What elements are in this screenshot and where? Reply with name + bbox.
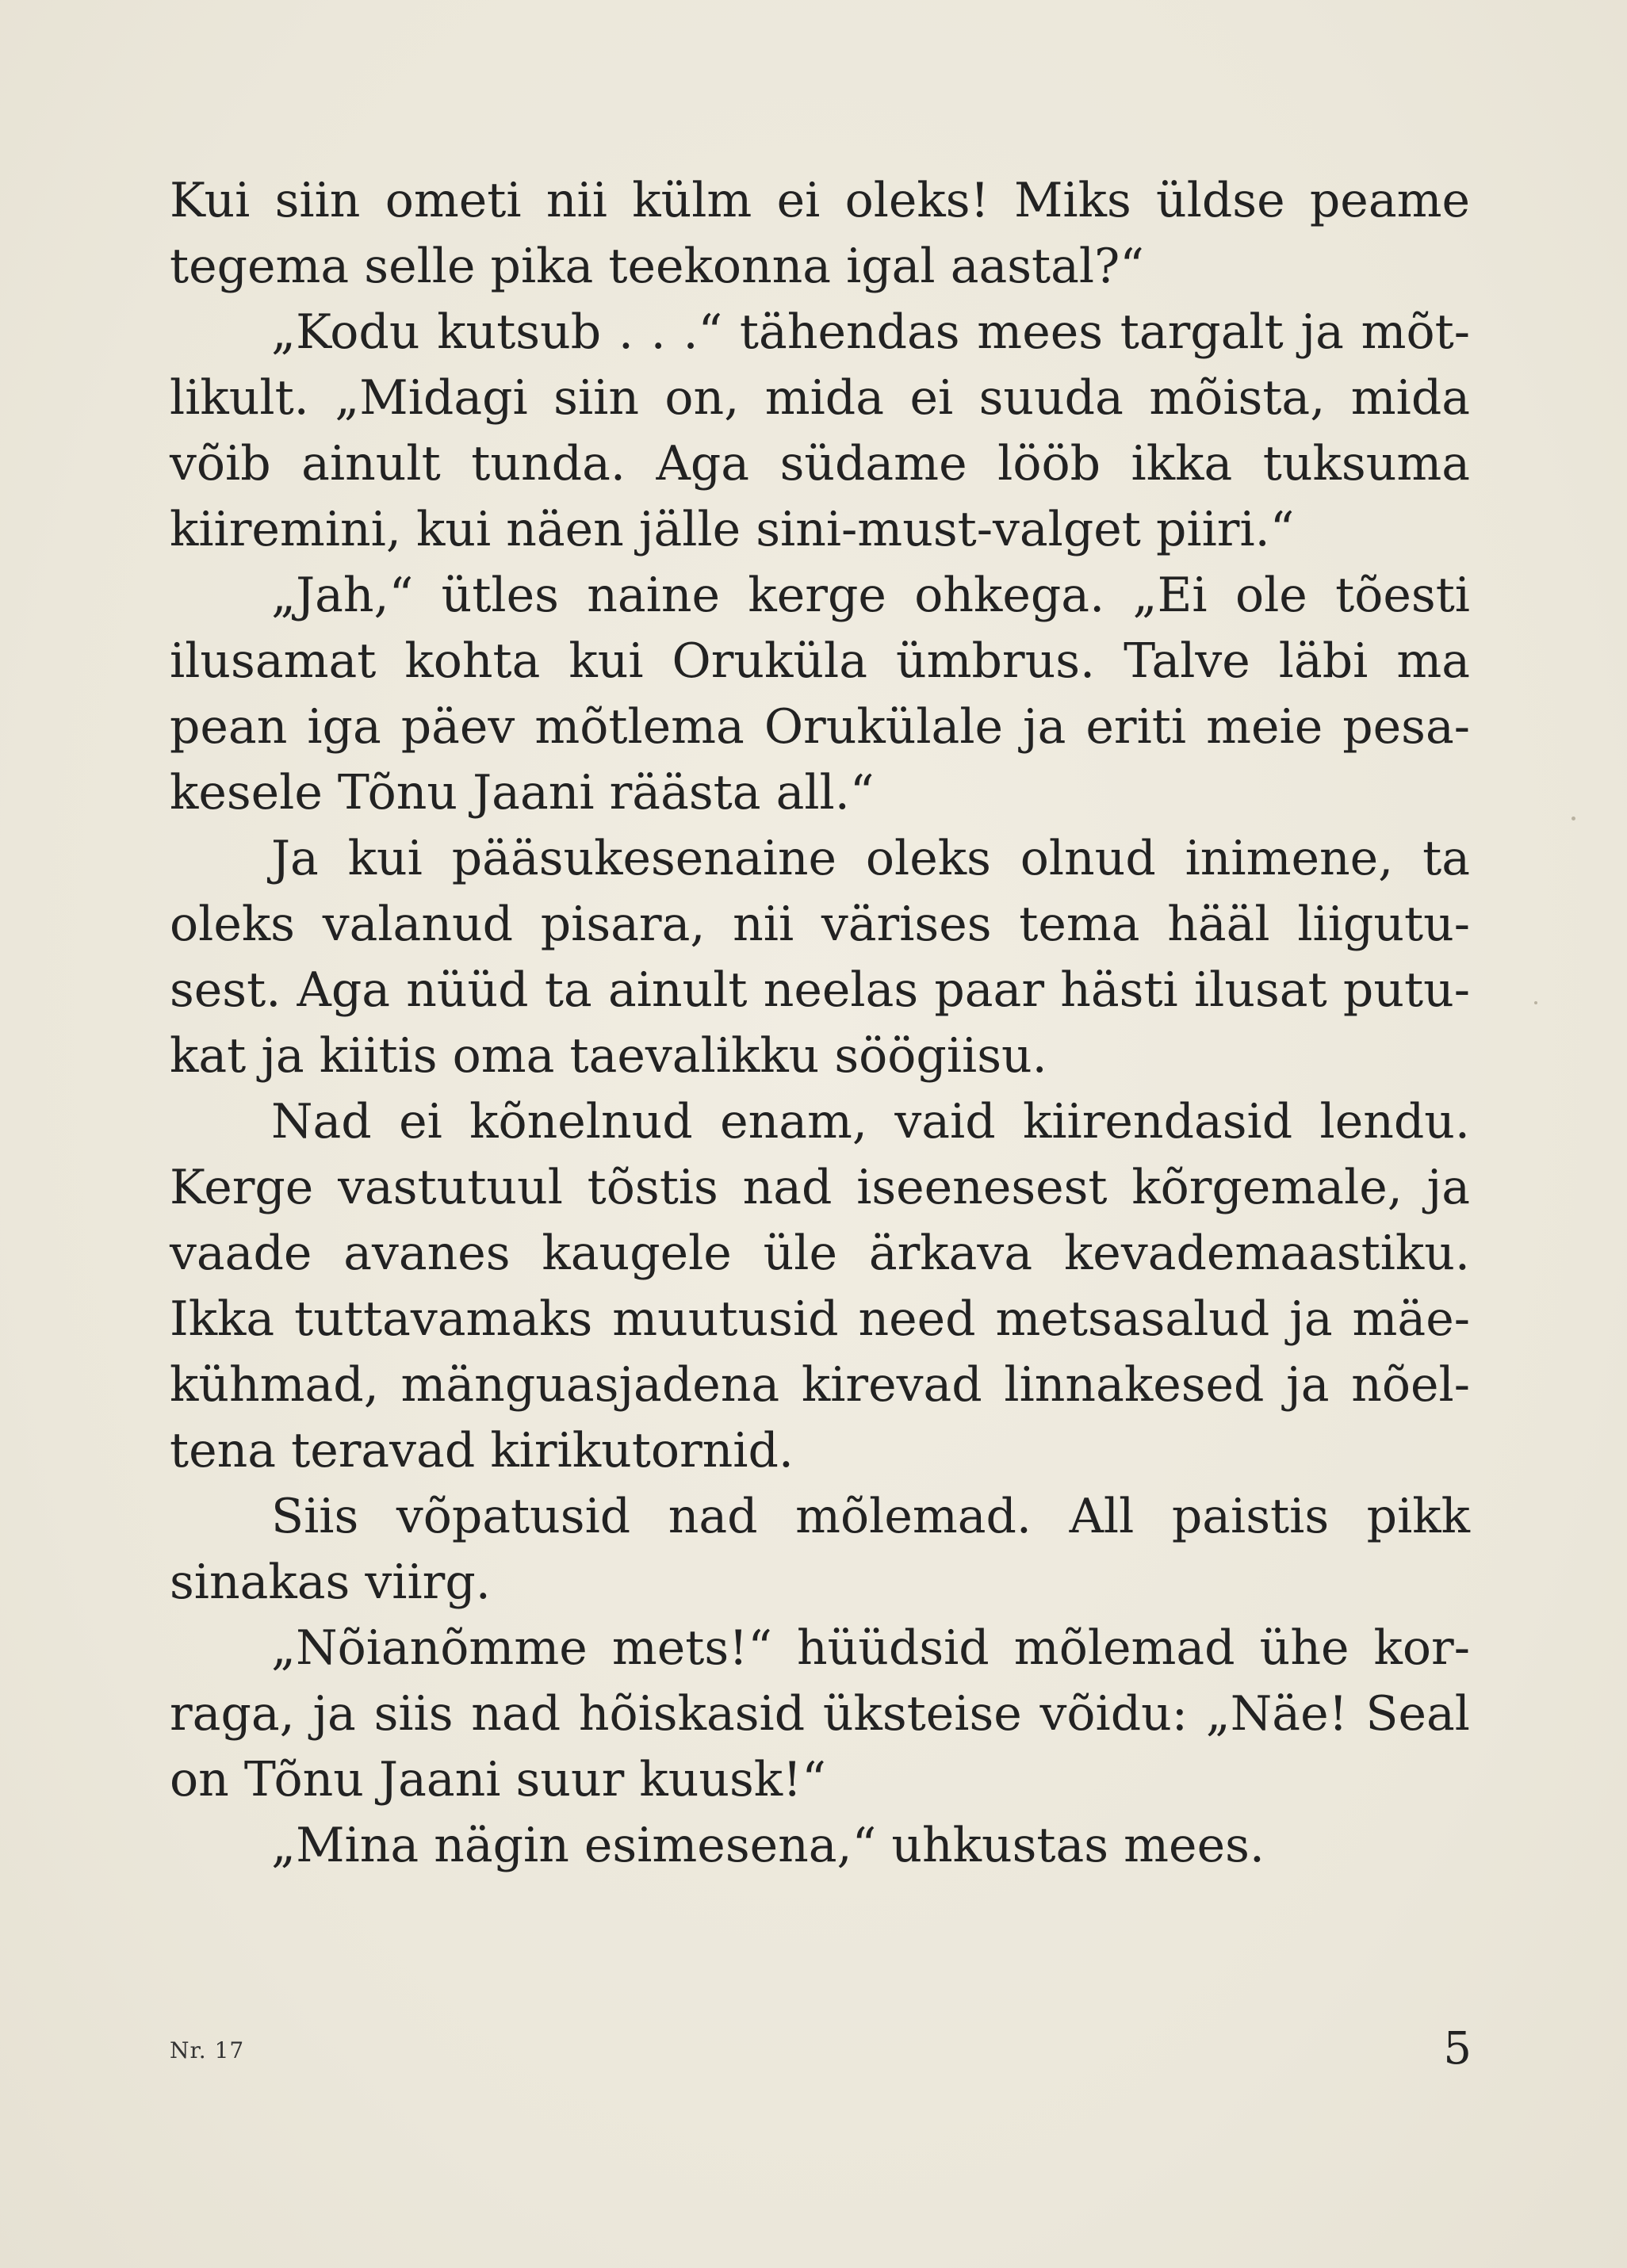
paragraph [170,563,1470,826]
text-line: ilusamat kohta kui Oruküla ümbrus. Talve läbi ma [170,633,1470,689]
text-line: Nad ei kõnelnud enam, vaid kiirendasid lendu. [271,1094,1470,1149]
text-line: Kui siin ometi nii külm ei oleks! Miks üldse peame [170,173,1470,228]
printer-signature: Nr. 17 [170,2037,245,2063]
paper-speck [1571,817,1575,820]
text-line: raga, ja siis nad hõiskasid üksteise võidu: „Näe! Seal [170,1686,1470,1742]
text-line: Ja kui pääsukesenaine oleks olnud inimene, ta [271,831,1470,886]
text-body [170,168,1470,1879]
text-line: kühmad, mänguasjadena kirevad linnakesed ja nõel- [170,1357,1470,1413]
text-line: Ikka tuttavamaks muutusid need metsasalud ja mäe- [170,1291,1470,1347]
page-number: 5 [1443,2023,1472,2075]
paragraph [170,826,1470,1089]
text-line: „Jah,“ ütles naine kerge ohkega. „Ei ole tõesti [271,568,1470,623]
text-line: Siis võpatusid nad mõlemad. All paistis pikk [271,1489,1470,1544]
text-line: sinakas viirg. [170,1555,491,1610]
text-line: tena teravad kirikutornid. [170,1423,794,1478]
text-line: on Tõnu Jaani suur kuusk!“ [170,1752,826,1807]
text-line: „Kodu kutsub . . .“ tähendas mees targalt ja mõt- [271,304,1470,360]
paragraph [170,168,1470,300]
paragraph [170,1089,1470,1484]
text-line: oleks valanud pisara, nii värises tema hääl liigutu- [170,897,1470,952]
paragraph [170,1484,1470,1616]
text-line: kiiremini, kui näen jälle sini-must-valget piiri.“ [170,502,1295,557]
text-line: sest. Aga nüüd ta ainult neelas paar hästi ilusat putu- [170,962,1470,1018]
text-line: kesele Tõnu Jaani räästa all.“ [170,765,875,820]
text-line: vaade avanes kaugele üle ärkava kevademaastiku. [170,1226,1470,1281]
text-line: võib ainult tunda. Aga südame lööb ikka tuksuma [170,436,1470,491]
text-line: likult. „Midagi siin on, mida ei suuda mõista, mida [170,370,1470,426]
paper-speck [1534,1001,1537,1004]
text-line: kat ja kiitis oma taevalikku söögiisu. [170,1028,1047,1084]
paragraph [170,1813,1470,1879]
text-line: „Mina nägin esimesena,“ uhkustas mees. [271,1818,1265,1873]
text-line: pean iga päev mõtlema Orukülale ja eriti meie pesa- [170,699,1470,755]
text-line: Kerge vastutuul tõstis nad iseenesest kõrgemale, ja [170,1160,1470,1215]
text-line: tegema selle pika teekonna igal aastal?“ [170,239,1144,294]
text-line: „Nõianõmme mets!“ hüüdsid mõlemad ühe kor- [271,1620,1470,1676]
paragraph [170,1616,1470,1813]
paragraph [170,300,1470,563]
